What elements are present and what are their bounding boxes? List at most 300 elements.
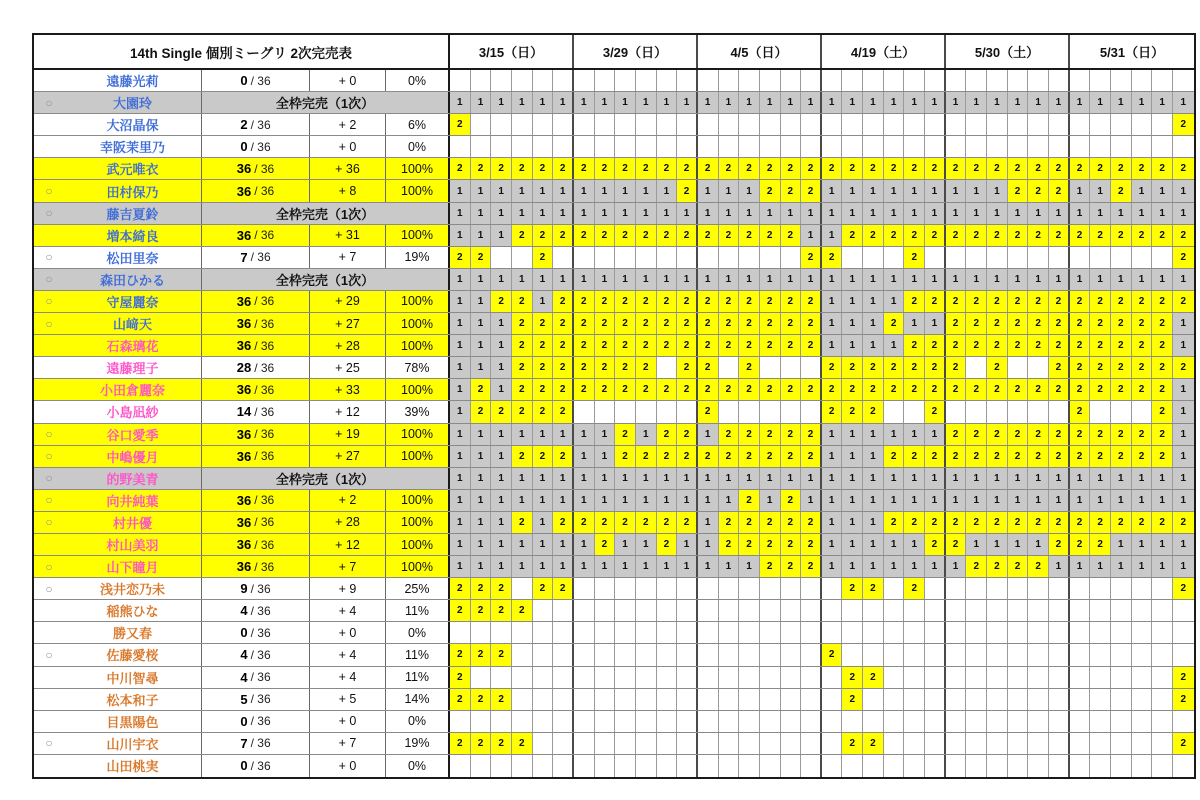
- slot-cell: 1: [615, 180, 636, 201]
- slot-cell: 2: [739, 490, 760, 511]
- slot-cell: [904, 644, 925, 665]
- slot-cell: 1: [1070, 468, 1091, 489]
- slot-cell: 1: [884, 180, 905, 201]
- slot-cell: 2: [574, 291, 595, 312]
- slot-cell: 1: [822, 203, 843, 224]
- slot-cell: 2: [1111, 379, 1132, 400]
- slot-cell: 2: [781, 225, 802, 246]
- sold-total: / 36: [250, 758, 271, 773]
- member-name: 大沼晶保: [64, 114, 202, 135]
- slot-cell: 2: [925, 401, 946, 422]
- percent-value: 25%: [386, 578, 450, 599]
- slot-cell: 1: [450, 512, 471, 533]
- slot-cell: 1: [781, 468, 802, 489]
- slot-cell: [1111, 644, 1132, 665]
- slot-cell: [471, 622, 492, 643]
- table-header-row: [34, 35, 1194, 70]
- slot-cell: 2: [987, 335, 1008, 356]
- slot-cell: [966, 667, 987, 688]
- sold-count: [202, 335, 310, 356]
- slot-cell: [1152, 136, 1173, 157]
- slot-cell: [739, 401, 760, 422]
- slot-cell: 1: [904, 269, 925, 290]
- slot-cell: 1: [615, 269, 636, 290]
- slot-cell: 1: [595, 92, 616, 113]
- slot-cell: 1: [615, 534, 636, 555]
- plus-count: + 0: [310, 622, 386, 643]
- slot-cell: [925, 136, 946, 157]
- slot-cell: 1: [450, 291, 471, 312]
- slot-cell: 2: [1070, 446, 1091, 467]
- member-row: [34, 357, 1194, 379]
- slot-cell: 1: [491, 512, 512, 533]
- slot-cell: [739, 644, 760, 665]
- slot-cell: 1: [491, 490, 512, 511]
- slot-cell: [595, 401, 616, 422]
- slot-cell: 2: [1049, 313, 1070, 334]
- slot-cell: 1: [471, 512, 492, 533]
- slot-cell: 2: [1070, 424, 1091, 445]
- slot-cell: 2: [946, 357, 967, 378]
- slot-cell: 1: [512, 203, 533, 224]
- slot-cell: [512, 136, 533, 157]
- slot-cell: 1: [471, 92, 492, 113]
- slot-cell: 1: [1070, 269, 1091, 290]
- slot-cell: [760, 70, 781, 91]
- sold-number: 36: [236, 293, 252, 309]
- slot-cell: [553, 733, 574, 754]
- slot-cell: [553, 711, 574, 732]
- plus-count: + 12: [310, 534, 386, 555]
- slot-cell: 1: [904, 468, 925, 489]
- slot-cell: [1090, 711, 1111, 732]
- slot-cell: 2: [801, 291, 822, 312]
- slot-cell: 2: [904, 446, 925, 467]
- slot-cell: [677, 644, 698, 665]
- slot-cell: 1: [739, 92, 760, 113]
- slot-cell: 2: [801, 335, 822, 356]
- slot-cell: [698, 70, 719, 91]
- circle-cell: ○: [34, 512, 64, 533]
- slot-cell: 2: [1028, 379, 1049, 400]
- slot-cell: 1: [966, 92, 987, 113]
- slot-cell: [636, 755, 657, 777]
- slot-cell: 2: [1049, 534, 1070, 555]
- slot-cell: 1: [450, 379, 471, 400]
- slot-cell: [1008, 114, 1029, 135]
- slot-cell: [842, 644, 863, 665]
- slot-cell: [1008, 70, 1029, 91]
- slot-cell: [677, 667, 698, 688]
- slot-cell: 1: [615, 92, 636, 113]
- slot-cell: 2: [842, 733, 863, 754]
- slot-cell: 1: [491, 313, 512, 334]
- slot-cell: 1: [904, 490, 925, 511]
- slot-cell: [822, 70, 843, 91]
- slot-cell: [1070, 711, 1091, 732]
- slot-cell: 1: [1173, 92, 1194, 113]
- slot-cell: 2: [760, 446, 781, 467]
- slot-cell: [574, 578, 595, 599]
- slot-cell: 1: [1090, 556, 1111, 577]
- slot-cell: [884, 755, 905, 777]
- slot-cell: [1132, 733, 1153, 754]
- member-row: [34, 136, 1194, 158]
- sold-count: [202, 225, 310, 246]
- slot-cell: 2: [1111, 446, 1132, 467]
- slot-cell: [966, 357, 987, 378]
- slot-cell: [1008, 622, 1029, 643]
- sold-total: / 36: [250, 647, 271, 662]
- slot-cell: 2: [904, 247, 925, 268]
- slot-cell: 1: [533, 92, 554, 113]
- slot-cell: [512, 711, 533, 732]
- slot-cell: [471, 711, 492, 732]
- slot-cell: [1028, 667, 1049, 688]
- slot-cell: 2: [595, 291, 616, 312]
- slot-cell: 2: [1132, 424, 1153, 445]
- slot-cell: [987, 644, 1008, 665]
- slot-cell: [553, 114, 574, 135]
- member-name: 森田ひかる: [64, 269, 202, 290]
- slot-cell: [1173, 644, 1194, 665]
- slot-cell: 2: [863, 667, 884, 688]
- member-name: 遠藤理子: [64, 357, 202, 378]
- slot-cell: [595, 689, 616, 710]
- member-rows: [34, 70, 1194, 777]
- slot-cell: 2: [533, 379, 554, 400]
- slot-cell: 2: [491, 600, 512, 621]
- slot-cell: 1: [677, 534, 698, 555]
- slot-cell: [863, 711, 884, 732]
- slot-cell: [698, 689, 719, 710]
- member-name: 小島凪紗: [64, 401, 202, 422]
- slot-cell: 2: [1111, 424, 1132, 445]
- member-row: [34, 247, 1194, 269]
- slot-cell: 2: [471, 644, 492, 665]
- sold-count: [202, 357, 310, 378]
- slot-cell: [698, 733, 719, 754]
- slot-cell: 2: [760, 534, 781, 555]
- slot-cell: 2: [781, 335, 802, 356]
- slot-cell: 2: [1049, 158, 1070, 179]
- slot-cell: [884, 600, 905, 621]
- slot-cell: 1: [512, 180, 533, 201]
- sold-count: [202, 446, 310, 467]
- slot-cell: 2: [615, 225, 636, 246]
- slot-cell: 1: [1008, 269, 1029, 290]
- slot-cell: [946, 136, 967, 157]
- slot-cell: 2: [925, 357, 946, 378]
- circle-cell: ○: [34, 247, 64, 268]
- slot-cell: 2: [966, 158, 987, 179]
- slot-cell: [884, 114, 905, 135]
- slot-cell: 1: [946, 490, 967, 511]
- slot-cell: 1: [1090, 92, 1111, 113]
- slot-cell: 2: [1173, 578, 1194, 599]
- plus-count: + 27: [310, 313, 386, 334]
- slot-cell: 2: [698, 401, 719, 422]
- sold-total: / 36: [254, 184, 275, 199]
- slot-cell: 2: [1090, 335, 1111, 356]
- plus-count: + 4: [310, 644, 386, 665]
- slot-cell: 2: [657, 313, 678, 334]
- circle-cell: ○: [34, 180, 64, 201]
- slot-cell: 1: [636, 468, 657, 489]
- percent-value: 14%: [386, 689, 450, 710]
- slot-cell: 2: [925, 158, 946, 179]
- slot-cell: 2: [657, 446, 678, 467]
- slot-cell: 2: [677, 424, 698, 445]
- slot-cell: [1132, 114, 1153, 135]
- slot-cell: 2: [987, 225, 1008, 246]
- slot-cell: 1: [1132, 203, 1153, 224]
- slot-cell: [1049, 578, 1070, 599]
- slot-cell: 2: [595, 512, 616, 533]
- slot-cell: 1: [636, 556, 657, 577]
- slot-cell: [677, 136, 698, 157]
- slot-cell: 1: [1008, 203, 1029, 224]
- slot-cell: 1: [574, 92, 595, 113]
- slot-cell: 1: [615, 203, 636, 224]
- slot-cell: [574, 689, 595, 710]
- slot-cell: [781, 711, 802, 732]
- slot-cell: [1008, 247, 1029, 268]
- slot-cell: 2: [657, 291, 678, 312]
- slot-cell: 2: [1008, 158, 1029, 179]
- slot-cell: 1: [925, 490, 946, 511]
- slot-cell: 1: [863, 203, 884, 224]
- plus-count: + 0: [310, 711, 386, 732]
- slot-cell: [904, 622, 925, 643]
- circle-cell: ○: [34, 468, 64, 489]
- slot-cell: [1152, 667, 1173, 688]
- sold-number: 4: [240, 647, 248, 663]
- member-row: [34, 622, 1194, 644]
- slot-cell: 1: [595, 556, 616, 577]
- slot-cell: [636, 136, 657, 157]
- member-row: [34, 225, 1194, 247]
- slot-cell: 2: [491, 291, 512, 312]
- slot-cell: [987, 401, 1008, 422]
- slot-cell: 2: [1049, 512, 1070, 533]
- slot-cell: [1070, 755, 1091, 777]
- slot-cell: [533, 622, 554, 643]
- slot-cell: 1: [1152, 468, 1173, 489]
- slot-cell: 2: [1070, 357, 1091, 378]
- slot-cell: 1: [842, 468, 863, 489]
- slot-cell: 2: [1008, 335, 1029, 356]
- slot-cell: [1152, 114, 1173, 135]
- slot-cell: 2: [987, 357, 1008, 378]
- slot-cell: [471, 114, 492, 135]
- slot-cell: [719, 755, 740, 777]
- slot-cell: [698, 622, 719, 643]
- slot-cell: 1: [1173, 203, 1194, 224]
- slot-cell: 2: [863, 733, 884, 754]
- plus-count: + 0: [310, 70, 386, 91]
- slot-cell: 2: [801, 534, 822, 555]
- slot-cell: [533, 755, 554, 777]
- slot-cell: 2: [739, 534, 760, 555]
- slot-cell: 2: [698, 313, 719, 334]
- slot-cell: 2: [574, 158, 595, 179]
- slot-cell: [657, 136, 678, 157]
- slot-cell: 2: [739, 335, 760, 356]
- slot-cell: 1: [904, 313, 925, 334]
- slot-cell: 2: [553, 225, 574, 246]
- slot-cell: [1132, 622, 1153, 643]
- slot-cell: [595, 733, 616, 754]
- slot-cell: 1: [491, 269, 512, 290]
- slot-cell: 1: [491, 335, 512, 356]
- slot-cell: 2: [801, 424, 822, 445]
- slot-cell: [801, 644, 822, 665]
- slot-cell: 2: [657, 225, 678, 246]
- sold-number: 9: [240, 581, 248, 597]
- slot-cell: [1028, 247, 1049, 268]
- slot-cell: [677, 70, 698, 91]
- slot-cell: [863, 136, 884, 157]
- slot-cell: 1: [863, 92, 884, 113]
- member-row: [34, 490, 1194, 512]
- slot-cell: 1: [1152, 490, 1173, 511]
- slot-cell: 2: [1049, 379, 1070, 400]
- sold-total: / 36: [250, 670, 271, 685]
- slot-cell: [760, 136, 781, 157]
- slot-cell: 1: [842, 446, 863, 467]
- slot-cell: 1: [1152, 534, 1173, 555]
- slot-cell: 2: [946, 313, 967, 334]
- slot-cell: [491, 114, 512, 135]
- slot-cell: [1008, 711, 1029, 732]
- slot-cell: 2: [739, 379, 760, 400]
- slot-cell: [1070, 247, 1091, 268]
- slot-cell: [904, 667, 925, 688]
- slot-cell: 2: [1152, 225, 1173, 246]
- slot-cell: [450, 711, 471, 732]
- slot-cell: [1028, 136, 1049, 157]
- slot-cell: [719, 667, 740, 688]
- date-header: 4/19（土）: [822, 35, 946, 68]
- slot-cell: 1: [574, 490, 595, 511]
- slot-cell: [677, 578, 698, 599]
- slot-cell: 2: [450, 600, 471, 621]
- slot-cell: [574, 136, 595, 157]
- date-header: 5/31（日）: [1099, 45, 1165, 60]
- plus-count: + 2: [310, 114, 386, 135]
- slot-cell: [966, 622, 987, 643]
- slot-cell: 2: [491, 733, 512, 754]
- slot-cell: [966, 247, 987, 268]
- slot-cell: [987, 578, 1008, 599]
- slot-cell: [553, 622, 574, 643]
- slot-cell: 2: [553, 401, 574, 422]
- slot-cell: [471, 70, 492, 91]
- slot-cell: 1: [471, 335, 492, 356]
- slot-cell: 1: [491, 357, 512, 378]
- slot-cell: [450, 622, 471, 643]
- slot-cell: [1152, 733, 1173, 754]
- slot-cell: 2: [595, 534, 616, 555]
- slot-cell: 2: [471, 401, 492, 422]
- slot-cell: [719, 70, 740, 91]
- slot-cell: 1: [553, 556, 574, 577]
- slot-cell: 1: [863, 291, 884, 312]
- slot-cell: 1: [966, 468, 987, 489]
- slot-cell: 2: [719, 158, 740, 179]
- slot-cell: [946, 70, 967, 91]
- slot-cell: [781, 644, 802, 665]
- slot-cell: 2: [1028, 424, 1049, 445]
- slot-cell: 2: [1090, 512, 1111, 533]
- slot-cell: 2: [1090, 158, 1111, 179]
- sold-number: 36: [236, 338, 252, 354]
- slot-cell: [966, 578, 987, 599]
- slot-cell: [574, 247, 595, 268]
- slot-cell: 1: [1173, 269, 1194, 290]
- slot-cell: 2: [450, 158, 471, 179]
- slot-cell: [781, 622, 802, 643]
- slot-cell: [719, 600, 740, 621]
- sold-number: 28: [236, 360, 252, 376]
- slot-cell: [615, 70, 636, 91]
- soldout-label: 全枠完売（1次）: [202, 269, 450, 290]
- slot-cell: 1: [471, 291, 492, 312]
- slot-cell: 1: [1111, 92, 1132, 113]
- slot-cell: 2: [1070, 401, 1091, 422]
- slot-cell: 2: [1152, 158, 1173, 179]
- percent-value: 100%: [386, 291, 450, 312]
- percent-value: 100%: [386, 180, 450, 201]
- soldout-label: 全枠完売（1次）: [202, 92, 450, 113]
- slot-cell: 2: [904, 225, 925, 246]
- slot-cell: 1: [842, 269, 863, 290]
- slot-cell: 1: [698, 490, 719, 511]
- slot-cell: [615, 401, 636, 422]
- member-row: [34, 335, 1194, 357]
- sold-number: 4: [240, 669, 248, 685]
- slot-cell: [822, 733, 843, 754]
- slot-cell: 2: [450, 644, 471, 665]
- slot-cell: 2: [1028, 512, 1049, 533]
- slot-cell: 2: [698, 357, 719, 378]
- sold-count: [202, 755, 310, 777]
- slot-cell: 1: [966, 490, 987, 511]
- slot-cell: 2: [533, 357, 554, 378]
- slot-cell: 2: [1090, 291, 1111, 312]
- circle-cell: ○: [34, 556, 64, 577]
- slot-cell: [822, 136, 843, 157]
- slot-cell: 2: [533, 335, 554, 356]
- member-name: 武元唯衣: [64, 158, 202, 179]
- slot-cell: 2: [760, 512, 781, 533]
- plus-count: + 7: [310, 556, 386, 577]
- slot-cell: 1: [842, 335, 863, 356]
- slot-cell: [987, 733, 1008, 754]
- slot-cell: [1132, 755, 1153, 777]
- plus-count: + 4: [310, 667, 386, 688]
- slot-cell: 2: [698, 225, 719, 246]
- slot-cell: 1: [533, 269, 554, 290]
- slot-cell: 1: [801, 490, 822, 511]
- slot-cell: 2: [760, 424, 781, 445]
- slot-cell: [925, 578, 946, 599]
- slot-cell: 1: [1111, 468, 1132, 489]
- slot-cell: [1173, 622, 1194, 643]
- slot-cell: 2: [739, 357, 760, 378]
- slot-cell: 1: [450, 203, 471, 224]
